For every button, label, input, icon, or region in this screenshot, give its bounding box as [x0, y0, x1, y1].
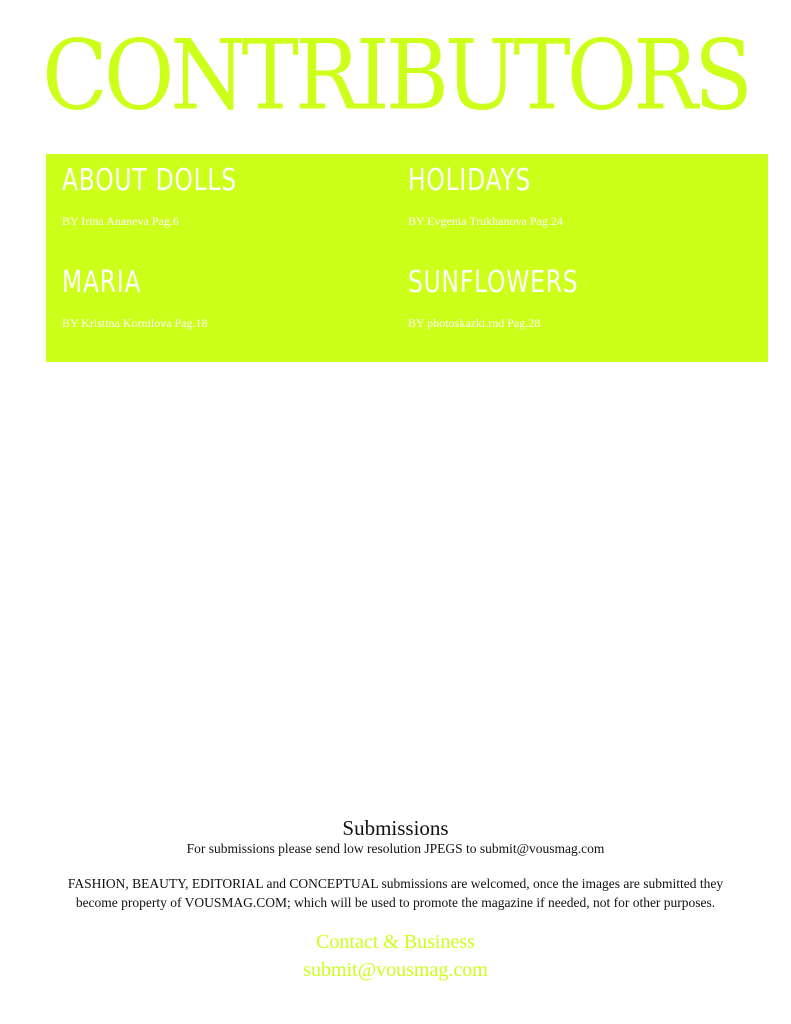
- contact-section: [0, 928, 791, 984]
- contributor-item: [62, 163, 286, 229]
- article-byline: BY Kristina Kornilova Pag.18: [62, 316, 208, 330]
- article-byline: BY photoskazki.rnd Pag.28: [408, 316, 541, 330]
- contributor-item: [408, 265, 626, 331]
- article-byline: BY Irina Ananeva Pag.6: [62, 214, 179, 228]
- submissions-note: [26, 874, 766, 912]
- article-title: ABOUT DOLLS: [62, 163, 237, 198]
- article-title: HOLIDAYS: [408, 163, 532, 198]
- submissions-heading: Submissions: [342, 816, 449, 840]
- contributors-panel: [46, 154, 768, 362]
- submissions-note-line: FASHION, BEAUTY, EDITORIAL and CONCEPTUAL submissions are welcomed, once the images are submitted they: [67, 876, 724, 891]
- submissions-section: [0, 816, 791, 912]
- article-title: SUNFLOWERS: [408, 265, 579, 300]
- contributor-item: [62, 265, 208, 331]
- article-byline: BY Evgenia Trukhanova Pag.24: [408, 214, 563, 228]
- contact-email[interactable]: submit@vousmag.com: [303, 959, 488, 981]
- article-title: MARIA: [62, 265, 142, 300]
- contributor-item: [408, 163, 566, 229]
- submissions-note-line: become property of VOUSMAG.COM; which will be used to promote the magazine if needed, not for other purposes.: [75, 895, 716, 910]
- submissions-instructions: For submissions please send low resolution JPEGS to submit@vousmag.com: [186, 841, 605, 856]
- contact-label: Contact & Business: [316, 931, 475, 953]
- page-title: CONTRIBUTORS: [42, 20, 749, 133]
